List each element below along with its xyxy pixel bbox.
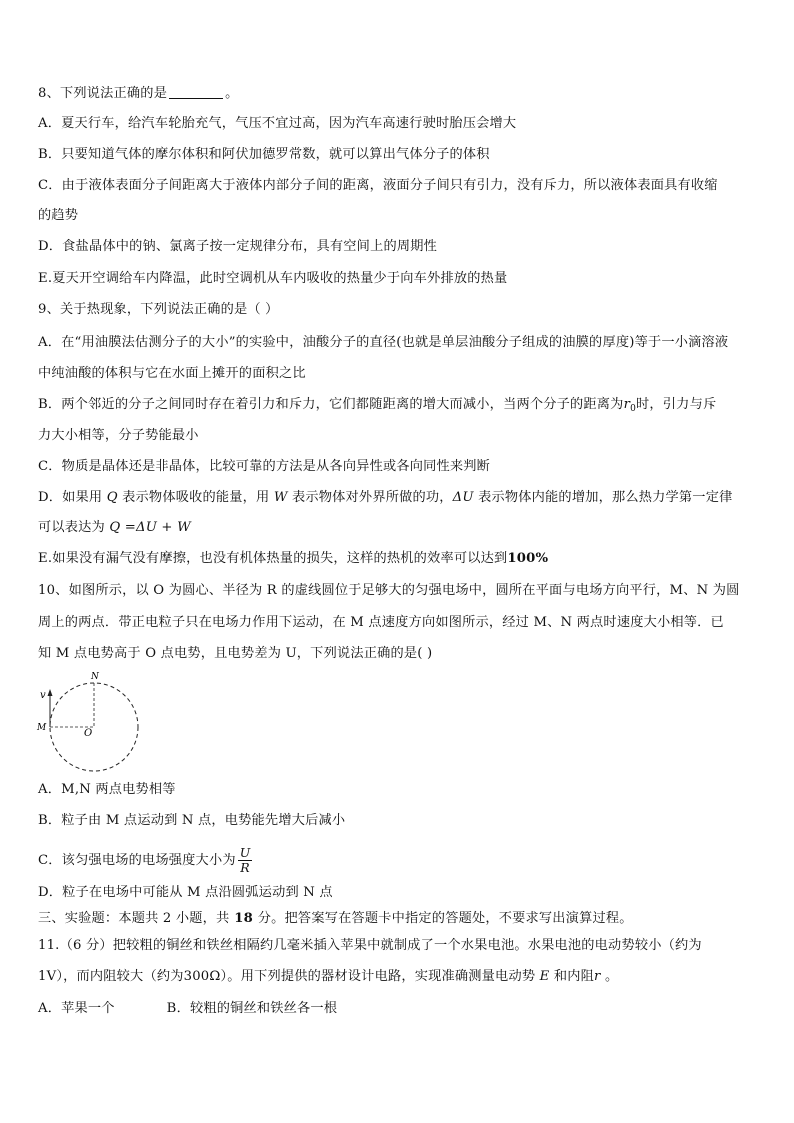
q10-option-a: A．M,N 两点电势相等 (38, 782, 176, 797)
q10-option-d: D．粒子在电场中可能从 M 点沿圆弧运动到 N 点 (38, 885, 333, 900)
answer-blank[interactable] (169, 84, 223, 99)
q8-option-b: B．只要知道气体的摩尔体积和阿伏加德罗常数，就可以算出气体分子的体积 (38, 147, 490, 162)
label-o: O (84, 728, 93, 739)
q9-option-d-line1: D．如果用 Q 表示物体吸收的能量，用 W 表示物体对外界所做的功，ΔU 表示物体内能的增加，那么热力学第一定律 (38, 490, 733, 505)
q8-option-d: D．食盐晶体中的钠、氯离子按一定规律分布，具有空间上的周期性 (38, 239, 438, 254)
q9-option-b-line1: B．两个邻近的分子之间同时存在着引力和斥力，它们都随距离的增大而减小，当两个分子的距离为$r_0$时，引力与斥 (38, 397, 717, 414)
q8-stem: 8、下列说法正确的是 。 (38, 86, 239, 101)
q10-stem-line1: 10、如图所示，以 O 为圆心、半径为 R 的虚线圆位于足够大的匀强电场中，圆所在平面与电场方向平行，M、N 为圆 (38, 583, 740, 598)
q8-option-c-line2: 的趋势 (38, 208, 79, 223)
q10-option-b: B．粒子由 M 点运动到 N 点，电势能先增大后减小 (38, 813, 346, 828)
q9-option-e: E.如果没有漏气没有摩擦，也没有机体热量的损失，这样的热机的效率可以达到100% (38, 551, 549, 566)
q11-stem-line1: 11.（6 分）把较粗的铜丝和铁丝相隔约几毫米插入苹果中就制成了一个水果电池。水果电池的电动势较小（约为 (38, 938, 702, 953)
q9-option-a-line2: 中纯油酸的体积与它在水面上摊开的面积之比 (38, 366, 306, 381)
q9-option-c: C．物质是晶体还是非晶体，比较可靠的方法是从各向异性或各向同性来判断 (38, 459, 491, 474)
label-m: M (37, 723, 47, 733)
q10-option-c: C．该匀强电场的电场强度大小为 $\frac{U}{R}$ (38, 845, 251, 875)
arrow-head-icon (48, 689, 53, 696)
q8-option-c-line1: C．由于液体表面分子间距离大于液体内部分子间的距离，液面分子间只有引力，没有斥力，所以液体表面具有收缩 (38, 178, 718, 193)
q11-options: A．苹果一个 B．较粗的铜丝和铁丝各一根 (38, 1001, 338, 1016)
label-n: N (91, 672, 99, 682)
section3-heading: 三、实验题：本题共 2 小题，共 18 分。把答案写在答题卡中指定的答题处，不要求写出演算过程。 (38, 911, 633, 926)
label-v: v (40, 690, 46, 701)
circle-field-figure (36, 670, 148, 780)
q8-option-e: E.夏天开空调给车内降温，此时空调机从车内吸收的热量少于向车外排放的热量 (38, 271, 508, 286)
q9-stem: 9、关于热现象，下列说法正确的是（ ） (38, 302, 279, 317)
q9-option-b-line2: 力大小相等，分子势能最小 (38, 428, 199, 443)
q10-stem-line2: 周上的两点．带正电粒子只在电场力作用下运动，在 M 点速度方向如图所示，经过 M、N 两点时速度大小相等．已 (38, 615, 724, 630)
q10-stem-line3: 知 M 点电势高于 O 点电势，且电势差为 U，下列说法正确的是( ) (38, 646, 433, 661)
q9-option-d-line2: 可以表达为 Q =ΔU + W (38, 520, 191, 535)
q11-stem-line2: 1V），而内阻较大（约为300Ω）。用下列提供的器材设计电路，实现准确测量电动势 E 和内阻r 。 (38, 969, 619, 984)
fraction-u-over-r: $\frac{U}{R}$ (239, 845, 251, 875)
q8-option-a: A．夏天行车，给汽车轮胎充气，气压不宜过高，因为汽车高速行驶时胎压会增大 (38, 116, 517, 131)
q9-option-a-line1: A．在“用油膜法估测分子的大小”的实验中，油酸分子的直径(也就是单层油酸分子组成的油膜的厚度)等于一小滴溶液 (38, 335, 729, 350)
